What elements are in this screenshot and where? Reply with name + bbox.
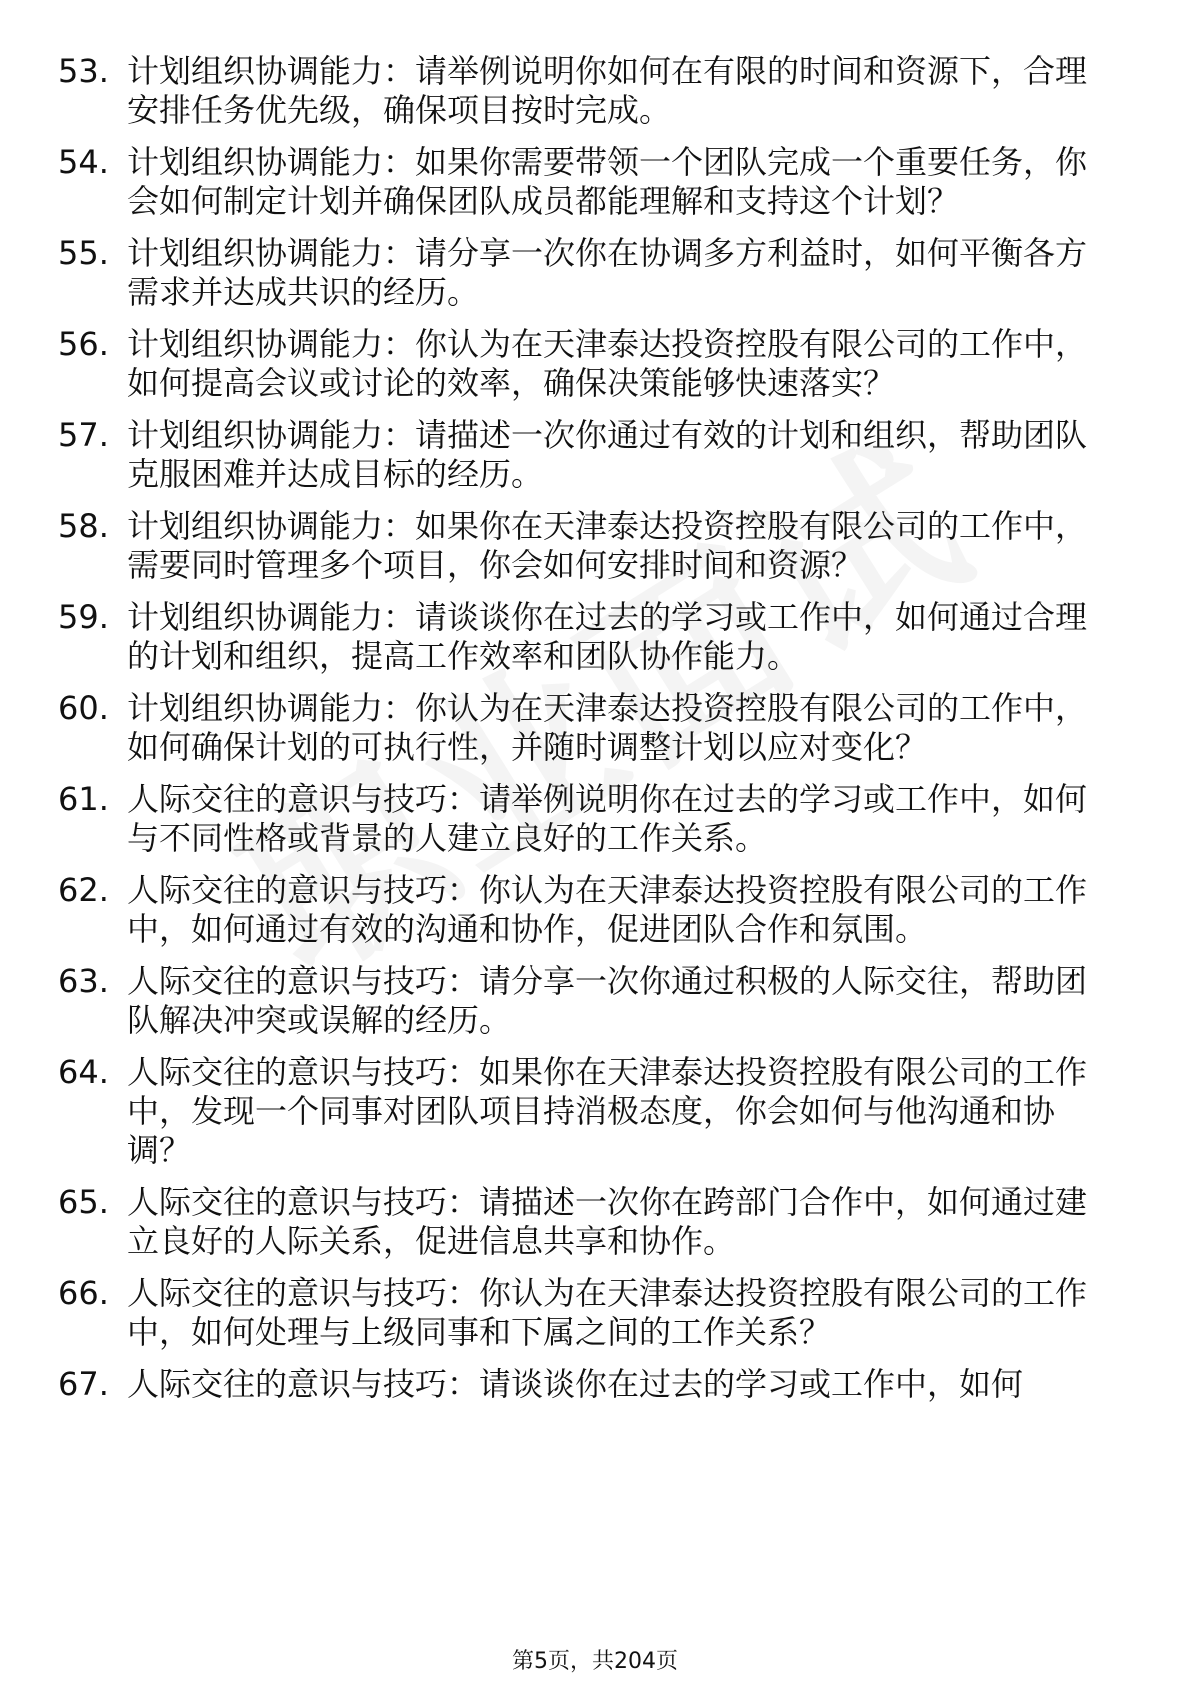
- question-text: 人际交往的意识与技巧：请描述一次你在跨部门合作中，如何通过建立良好的人际关系，促进信息共享和协作。: [127, 1183, 1088, 1260]
- question-number: 55.: [58, 234, 109, 272]
- question-number: 64.: [58, 1053, 109, 1091]
- question-text: 计划组织协调能力：请举例说明你如何在有限的时间和资源下，合理安排任务优先级，确保项目按时完成。: [127, 52, 1088, 129]
- question-item: [0, 416, 1190, 494]
- question-item: [0, 962, 1190, 1040]
- question-item: [0, 507, 1190, 585]
- question-text: 人际交往的意识与技巧：请分享一次你通过积极的人际交往，帮助团队解决冲突或误解的经历。: [127, 962, 1088, 1039]
- question-text: 计划组织协调能力：请描述一次你通过有效的计划和组织，帮助团队克服困难并达成目标的经历。: [127, 416, 1088, 493]
- question-number: 53.: [58, 52, 109, 90]
- question-number: 60.: [58, 689, 109, 727]
- question-item: [0, 1053, 1190, 1170]
- page-number: 第5页，共204页: [512, 1649, 678, 1674]
- question-text: 计划组织协调能力：请谈谈你在过去的学习或工作中，如何通过合理的计划和组织，提高工作效率和团队协作能力。: [127, 598, 1088, 675]
- question-text: 人际交往的意识与技巧：请谈谈你在过去的学习或工作中，如何: [127, 1365, 1024, 1403]
- question-text: 计划组织协调能力：如果你需要带领一个团队完成一个重要任务，你会如何制定计划并确保团队成员都能理解和支持这个计划？: [127, 143, 1088, 220]
- question-number: 58.: [58, 507, 109, 545]
- question-text: 计划组织协调能力：如果你在天津泰达投资控股有限公司的工作中，需要同时管理多个项目，你会如何安排时间和资源？: [127, 507, 1088, 584]
- question-text: 计划组织协调能力：你认为在天津泰达投资控股有限公司的工作中，如何确保计划的可执行性，并随时调整计划以应对变化？: [127, 689, 1088, 766]
- question-text: 计划组织协调能力：你认为在天津泰达投资控股有限公司的工作中，如何提高会议或讨论的效率，确保决策能够快速落实？: [127, 325, 1088, 402]
- question-number: 65.: [58, 1183, 109, 1221]
- question-item: [0, 234, 1190, 312]
- question-number: 66.: [58, 1274, 109, 1312]
- question-item: [0, 871, 1190, 949]
- question-text: 计划组织协调能力：请分享一次你在协调多方利益时，如何平衡各方需求并达成共识的经历。: [127, 234, 1088, 311]
- question-item: [0, 780, 1190, 858]
- question-item: [0, 325, 1190, 403]
- question-number: 61.: [58, 780, 109, 818]
- question-item: [0, 1183, 1190, 1261]
- question-item: [0, 1365, 1190, 1404]
- question-number: 63.: [58, 962, 109, 1000]
- question-text: 人际交往的意识与技巧：你认为在天津泰达投资控股有限公司的工作中，如何处理与上级同事和下属之间的工作关系？: [127, 1274, 1088, 1351]
- question-number: 62.: [58, 871, 109, 909]
- question-text: 人际交往的意识与技巧：你认为在天津泰达投资控股有限公司的工作中，如何通过有效的沟通和协作，促进团队合作和氛围。: [127, 871, 1088, 948]
- page-footer: [0, 1648, 1190, 1676]
- question-item: [0, 689, 1190, 767]
- question-item: [0, 143, 1190, 221]
- question-number: 59.: [58, 598, 109, 636]
- question-number: 56.: [58, 325, 109, 363]
- question-number: 67.: [58, 1365, 109, 1403]
- question-text: 人际交往的意识与技巧：如果你在天津泰达投资控股有限公司的工作中，发现一个同事对团队项目持消极态度，你会如何与他沟通和协调？: [127, 1053, 1088, 1169]
- question-item: [0, 52, 1190, 130]
- question-number: 54.: [58, 143, 109, 181]
- question-list: [0, 52, 1190, 1417]
- question-item: [0, 1274, 1190, 1352]
- question-item: [0, 598, 1190, 676]
- question-number: 57.: [58, 416, 109, 454]
- question-text: 人际交往的意识与技巧：请举例说明你在过去的学习或工作中，如何与不同性格或背景的人建立良好的工作关系。: [127, 780, 1088, 857]
